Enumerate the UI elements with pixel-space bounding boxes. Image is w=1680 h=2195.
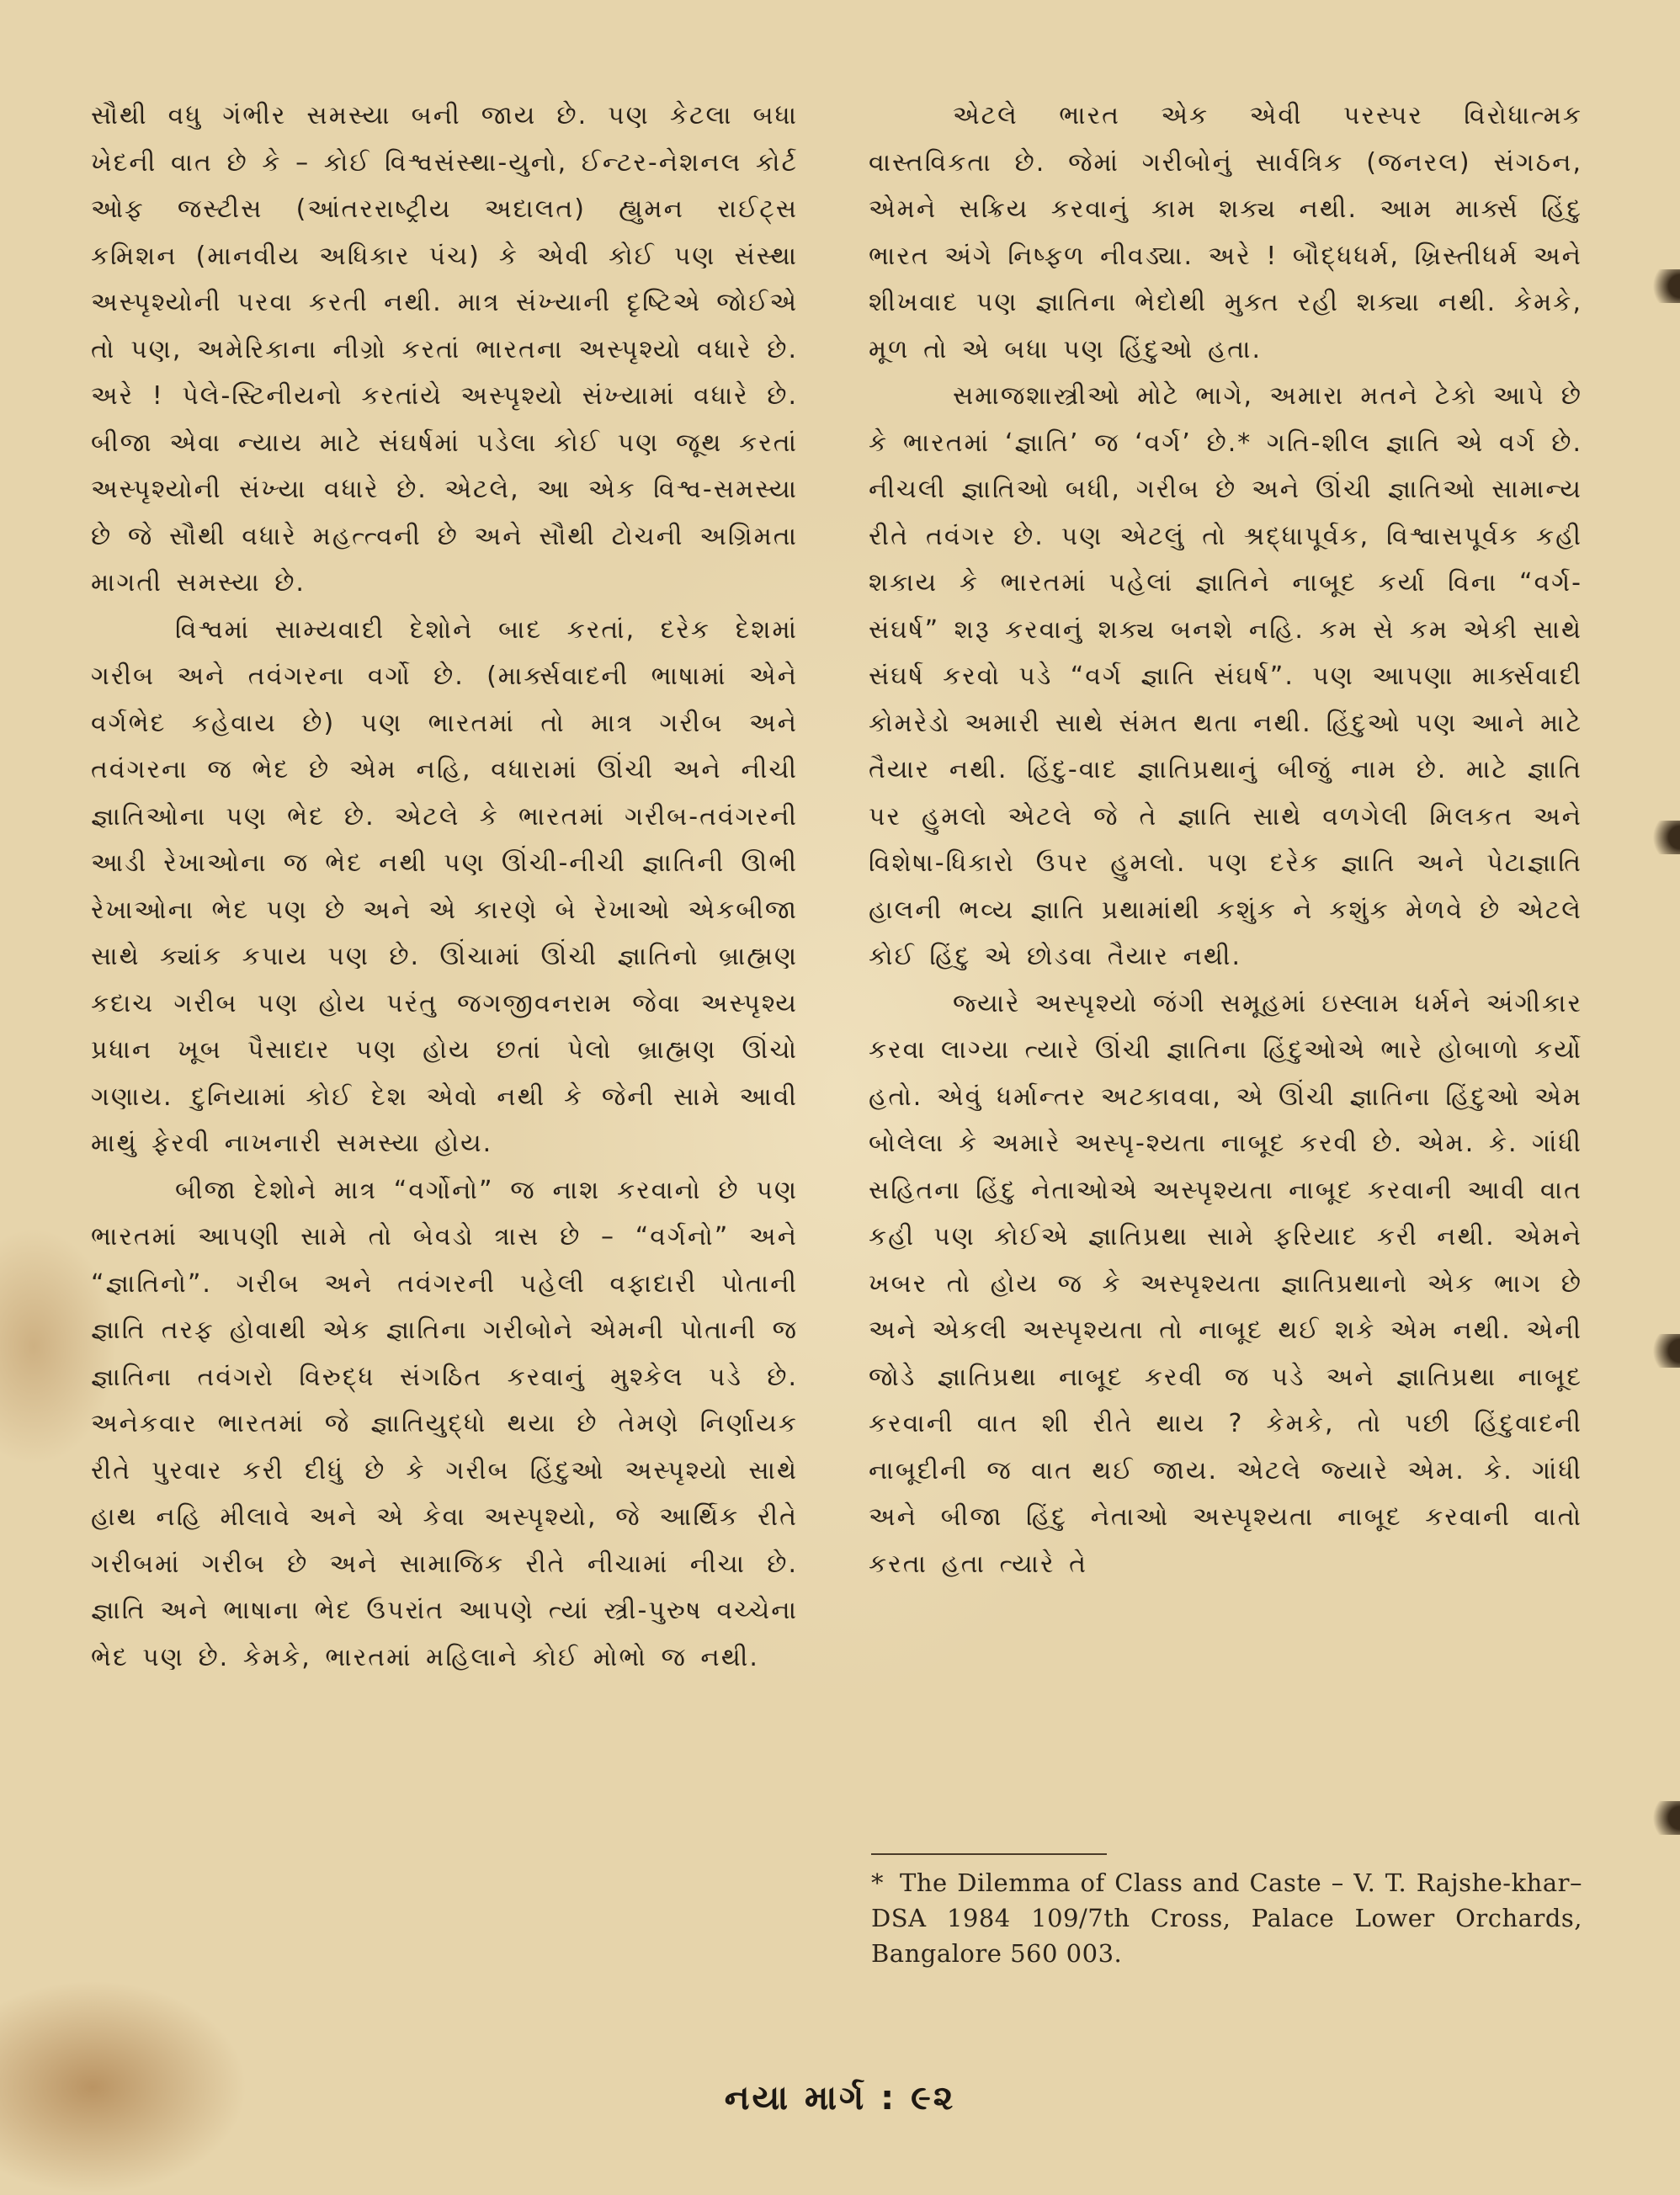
right-paragraph-3: જ્યારે અસ્પૃશ્યો જંગી સમૂહમાં ઇસ્લામ ધર્મને અંગીકાર કરવા લાગ્યા ત્યારે ઊંચી જ્ઞાતિના હિંદુઓએ ભારે હોબાળો કર્યો હતો. એવું ધર્માન્તર અટકાવવા, એ ઊંચી જ્ઞાતિના હિંદુઓ એમ બોલેલા કે અમારે અસ્પૃ-શ્યતા નાબૂદ કરવી છે. એમ. કે. ગાંધી સહિતના હિંદુ નેતાઓએ અસ્પૃશ્યતા નાબૂદ કરવાની આવી વાત કહી પણ કોઈએ જ્ઞાતિપ્રથા સામે ફરિયાદ કરી નથી. એમને ખબર તો હોય જ કે અસ્પૃશ્યતા જ્ઞાતિપ્રથાનો એક ભાગ છે અને એકલી અસ્પૃશ્યતા તો નાબૂદ થઈ શકે એમ નથી. એની જોડે જ્ઞાતિપ્રથા નાબૂદ કરવી જ પડે અને જ્ઞાતિપ્રથા નાબૂદ કરવાની વાત શી રીતે થાય ? કેમકે, તો પછી હિંદુવાદની નાબૂદીની જ વાત થઈ જાય. એટલે જ્યારે એમ. કે. ગાંધી અને બીજા હિંદુ નેતાઓ અસ્પૃશ્યતા નાબૂદ કરવાની વાતો કરતા હતા ત્યારે તે (869, 988, 1582, 1579)
footnote-divider (871, 1853, 1107, 1855)
footnote-text: The Dilemma of Class and Caste – V. T. Rajshe-khar–DSA 1984 109/7th Cross, Palace Lower Orchards, Bangalore 560 003. (871, 1868, 1582, 1968)
left-paragraph-1: સૌથી વધુ ગંભીર સમસ્યા બની જાય છે. પણ કેટલા બધા ખેદની વાત છે કે – કોઈ વિશ્વસંસ્થા-યુનો, ઈન્ટર-નેશનલ કોર્ટ ઓફ જસ્ટીસ (આંતરરાષ્ટ્રીય અદાલત) હ્યુમન રાઈટ્સ કમિશન (માનવીય અધિકાર પંચ) કે એવી કોઈ પણ સંસ્થા અસ્પૃશ્યોની પરવા કરતી નથી. માત્ર સંખ્યાની દૃષ્ટિએ જોઈએ તો પણ, અમેરિકાના નીગ્રો કરતાં ભારતના અસ્પૃશ્યો વધારે છે. અરે ! પેલે-સ્ટિનીયનો કરતાંયે અસ્પૃશ્યો સંખ્યામાં વધારે છે. બીજા એવા ન્યાય માટે સંઘર્ષમાં પડેલા કોઈ પણ જૂથ કરતાં અસ્પૃશ્યોની સંખ્યા વધારે છે. એટલે, આ એક વિશ્વ-સમસ્યા છે જે સૌથી વધારે મહત્ત્વની છે અને સૌથી ટોચની અગ્રિમતા માગતી સમસ્યા છે. (91, 101, 798, 598)
footnote (871, 1865, 1582, 1971)
page-footer: નયા માર્ગ : ૯૨ (724, 2079, 956, 2118)
left-paragraph-3: બીજા દેશોને માત્ર “વર્ગોનો” જ નાશ કરવાનો છે પણ ભારતમાં આપણી સામે તો બેવડો ત્રાસ છે – “વર્ગનો” અને “જ્ઞાતિનો”. ગરીબ અને તવંગરની પહેલી વફાદારી પોતાની જ્ઞાતિ તરફ હોવાથી એક જ્ઞાતિના ગરીબોને એમની પોતાની જ જ્ઞાતિના તવંગરો વિરુદ્ધ સંગઠિત કરવાનું મુશ્કેલ પડે છે. અનેકવાર ભારતમાં જે જ્ઞાતિયુદ્ધો થયા છે તેમણે નિર્ણાયક રીતે પુરવાર કરી દીધું છે કે ગરીબ હિંદુઓ અસ્પૃશ્યો સાથે હાથ નહિ મીલાવે અને એ કેવા અસ્પૃશ્યો, જે આર્થિક રીતે ગરીબમાં ગરીબ છે અને સામાજિક રીતે નીચામાં નીચા છે. જ્ઞાતિ અને ભાષાના ભેદ ઉપરાંત આપણે ત્યાં સ્ત્રી-પુરુષ વચ્ચેના ભેદ પણ છે. કેમકે, ભારતમાં મહિલાને કોઈ મોભો જ નથી. (91, 1175, 798, 1672)
right-column (869, 93, 1582, 1587)
page-tear-mark (1646, 1334, 1680, 1368)
page-tear-mark (1646, 269, 1680, 303)
left-paragraph-2: વિશ્વમાં સામ્યવાદી દેશોને બાદ કરતાં, દરેક દેશમાં ગરીબ અને તવંગરના વર્ગો છે. (માર્ક્સવાદની ભાષામાં એને વર્ગભેદ કહેવાય છે) પણ ભારતમાં તો માત્ર ગરીબ અને તવંગરના જ ભેદ છે એમ નહિ, વધારામાં ઊંચી અને નીચી જ્ઞાતિઓના પણ ભેદ છે. એટલે કે ભારતમાં ગરીબ-તવંગરની આડી રેખાઓના જ ભેદ નથી પણ ઊંચી-નીચી જ્ઞાતિની ઊભી રેખાઓના ભેદ પણ છે અને એ કારણે બે રેખાઓ એકબીજા સાથે ક્યાંક કપાય પણ છે. ઊંચામાં ઊંચી જ્ઞાતિનો બ્રાહ્મણ કદાચ ગરીબ પણ હોય પરંતુ જગજીવનરામ જેવા અસ્પૃશ્ય પ્રધાન ખૂબ પૈસાદાર પણ હોય છતાં પેલો બ્રાહ્મણ ઊંચો ગણાય. દુનિયામાં કોઈ દેશ એવો નથી કે જેની સામે આવી માથું ફેરવી નાખનારી સમસ્યા હોય. (91, 614, 798, 1158)
footnote-marker: * (871, 1868, 884, 1897)
left-column (91, 93, 798, 1681)
page-tear-mark (1646, 821, 1680, 854)
right-paragraph-1: એટલે ભારત એક એવી પરસ્પર વિરોધાત્મક વાસ્તવિકતા છે. જેમાં ગરીબોનું સાર્વત્રિક (જનરલ) સંગઠન, એમને સક્રિય કરવાનું કામ શક્ય નથી. આમ માર્ક્સ હિંદુ ભારત અંગે નિષ્ફળ નીવડ્યા. અરે ! બૌદ્ધધર્મ, ખ્રિસ્તીધર્મ અને શીખવાદ પણ જ્ઞાતિના ભેદોથી મુક્ત રહી શક્યા નથી. કેમકે, મૂળ તો એ બધા પણ હિંદુઓ હતા. (869, 101, 1582, 364)
page-tear-mark (1646, 1801, 1680, 1835)
right-paragraph-2: સમાજશાસ્ત્રીઓ મોટે ભાગે, અમારા મતને ટેકો આપે છે કે ભારતમાં ‘જ્ઞાતિ’ જ ‘વર્ગ’ છે.* ગતિ-શીલ જ્ઞાતિ એ વર્ગ છે. નીચલી જ્ઞાતિઓ બધી, ગરીબ છે અને ઊંચી જ્ઞાતિઓ સામાન્ય રીતે તવંગર છે. પણ એટલું તો શ્રદ્ધાપૂર્વક, વિશ્વાસપૂર્વક કહી શકાય કે ભારતમાં પહેલાં જ્ઞાતિને નાબૂદ કર્યા વિના “વર્ગ-સંઘર્ષ” શરૂ કરવાનું શક્ય બનશે નહિ. કમ સે કમ એકી સાથે સંઘર્ષ કરવો પડે “વર્ગ જ્ઞાતિ સંઘર્ષ”. પણ આપણા માર્ક્સવાદી કોમરેડો અમારી સાથે સંમત થતા નથી. હિંદુઓ પણ આને માટે તૈયાર નથી. હિંદુ-વાદ જ્ઞાતિપ્રથાનું બીજું નામ છે. માટે જ્ઞાતિ પર હુમલો એટલે જે તે જ્ઞાતિ સાથે વળગેલી મિલકત અને વિશેષા-ધિકારો ઉપર હુમલો. પણ દરેક જ્ઞાતિ અને પેટાજ્ઞાતિ હાલની ભવ્ય જ્ઞાતિ પ્રથામાંથી કશુંક ને કશુંક મેળવે છે એટલે કોઈ હિંદુ એ છોડવા તૈયાર નથી. (869, 381, 1582, 971)
